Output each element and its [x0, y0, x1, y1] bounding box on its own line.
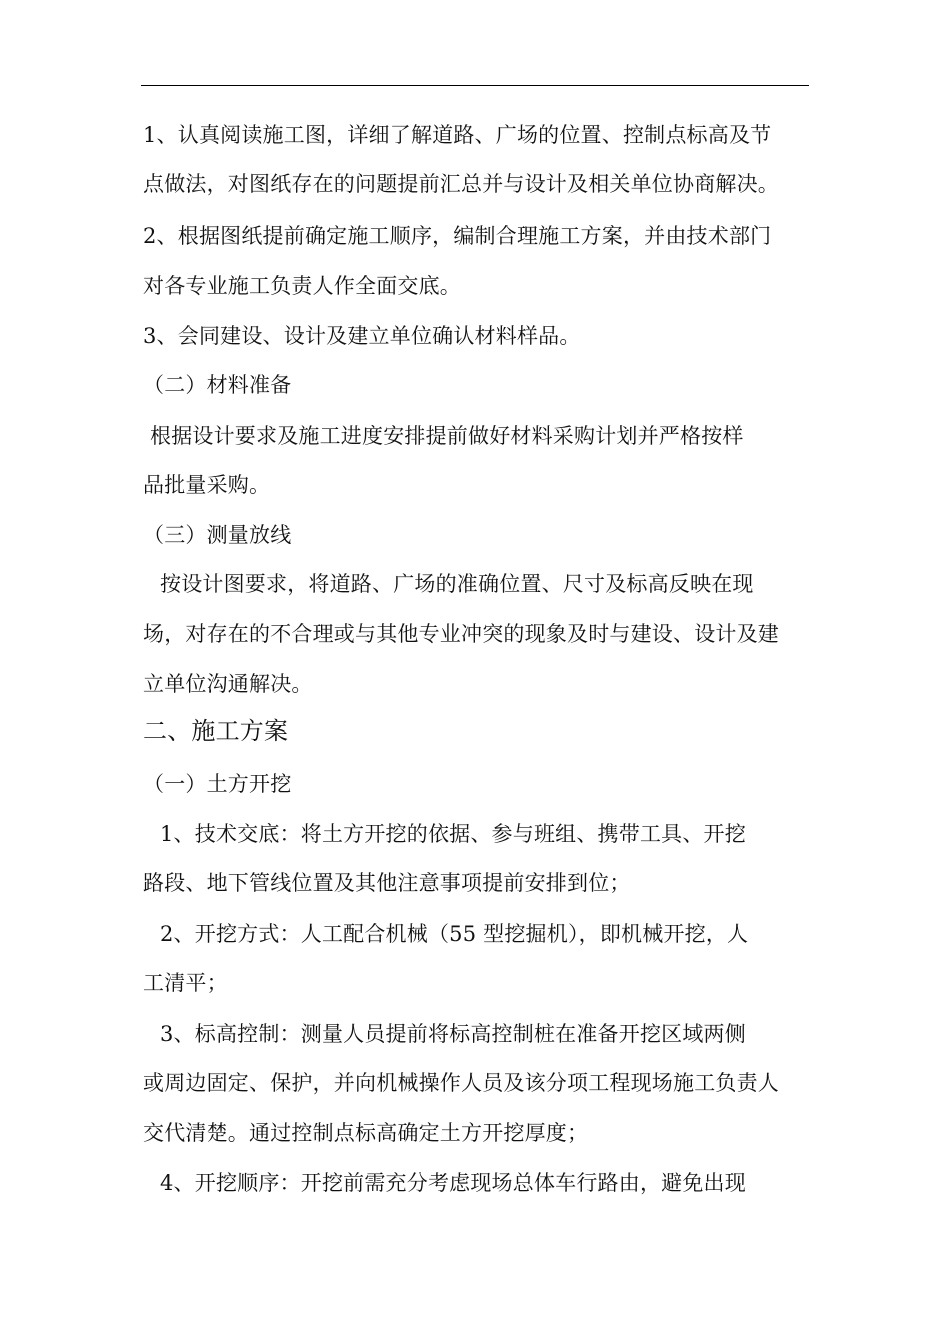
text-line: 2、开挖方式：人工配合机械（55 型挖掘机），即机械开挖，人 — [160, 922, 749, 946]
section-heading: （三）测量放线 — [143, 523, 292, 547]
text-line: 品批量采购。 — [143, 473, 271, 497]
header-rule — [141, 85, 809, 86]
text-line: 点做法，对图纸存在的问题提前汇总并与设计及相关单位协商解决。 — [143, 172, 779, 196]
text-line: 根据设计要求及施工进度安排提前做好材料采购计划并严格按样 — [150, 424, 744, 448]
text-line: 1、认真阅读施工图，详细了解道路、广场的位置、控制点标高及节 — [143, 123, 772, 147]
text-line: 场，对存在的不合理或与其他专业冲突的现象及时与建设、设计及建 — [143, 622, 779, 646]
text-line: 按设计图要求，将道路、广场的准确位置、尺寸及标高反映在现 — [160, 572, 754, 596]
text-line: 3、会同建设、设计及建立单位确认材料样品。 — [143, 324, 581, 348]
section-heading: （一）土方开挖 — [143, 772, 292, 796]
text-line: 交代清楚。通过控制点标高确定土方开挖厚度； — [143, 1121, 589, 1145]
chapter-heading: 二、施工方案 — [143, 717, 289, 745]
text-line: 工清平； — [143, 971, 228, 995]
text-line: 1、技术交底：将土方开挖的依据、参与班组、携带工具、开挖 — [160, 822, 746, 846]
section-heading: （二）材料准备 — [143, 373, 292, 397]
text-line: 对各专业施工负责人作全面交底。 — [143, 274, 461, 298]
text-line: 2、根据图纸提前确定施工顺序，编制合理施工方案，并由技术部门 — [143, 224, 772, 248]
text-line: 或周边固定、保护，并向机械操作人员及该分项工程现场施工负责人 — [143, 1071, 779, 1095]
text-line: 立单位沟通解决。 — [143, 672, 313, 696]
text-line: 3、标高控制：测量人员提前将标高控制桩在准备开挖区域两侧 — [160, 1022, 746, 1046]
text-line: 4、开挖顺序：开挖前需充分考虑现场总体车行路由，避免出现 — [160, 1171, 746, 1195]
text-line: 路段、地下管线位置及其他注意事项提前安排到位； — [143, 871, 631, 895]
